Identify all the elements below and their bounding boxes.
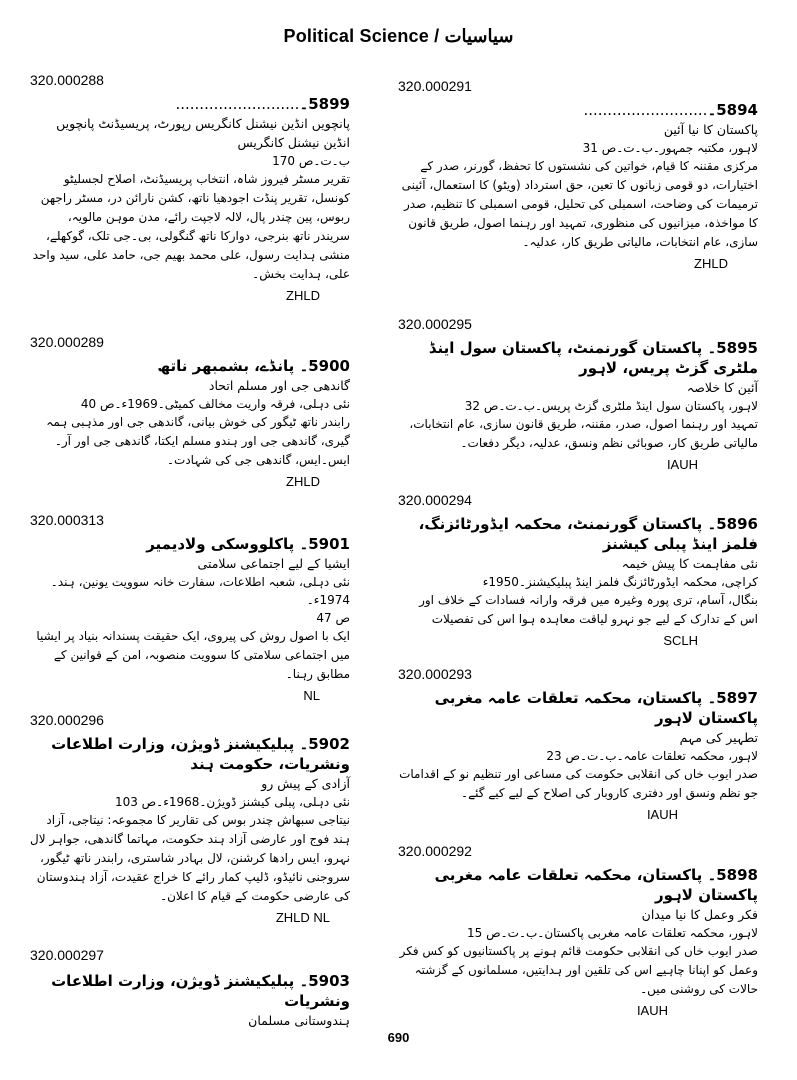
- entry-heading: 5896۔ پاکستان گورنمنٹ، محکمہ ایڈورٹائزنگ، فلمز اینڈ پبلی کیشنز: [418, 515, 758, 553]
- entry-5901: [30, 512, 350, 703]
- entry-title: فکر وعمل کا نیا میدان: [641, 907, 758, 922]
- entry-5898: [398, 843, 758, 1018]
- entry-abstract: ایک با اصول روش کی پیروی، ایک حقیقت پسندانہ بنیاد پر ایشیا میں اجتماعی سلامتی کا سوویت منصوبہ، امن کے قوانین کے مطابق رہنا۔: [36, 629, 350, 681]
- entry-5902: [30, 712, 350, 925]
- entry-5903: [30, 947, 350, 1030]
- accession-number: 320.000288: [30, 72, 104, 88]
- entry-imprint: لاہور، مکتبہ جمہور۔ب۔ت۔ص 31: [582, 141, 758, 155]
- entry-title: ہندوستانی مسلمان: [248, 1013, 350, 1028]
- entry-imprint: کراچی، محکمہ ایڈورٹائزنگ فلمز اینڈ پبلیکیشنز۔1950ء: [482, 575, 758, 589]
- library-code: NL: [303, 688, 320, 703]
- accession-number: 320.000292: [398, 843, 472, 859]
- entry-imprint: نئی دہلی، پبلی کیشنز ڈویژن۔1968ء۔ص 103: [114, 795, 350, 809]
- page-title: Political Science / سیاسیات: [283, 26, 514, 46]
- entry-5897: [398, 666, 758, 822]
- accession-number: 320.000294: [398, 492, 472, 508]
- entry-title: تطہیر کی مہم: [679, 730, 758, 745]
- entry-heading: 5897۔ پاکستان، محکمہ تعلقات عامہ مغربی پاکستان لاہور: [434, 689, 758, 727]
- entry-heading: 5898۔ پاکستان، محکمہ تعلقات عامہ مغربی پاکستان لاہور: [434, 866, 758, 904]
- entry-abstract: صدر ایوب خاں کی انقلابی حکومت قائم ہونے پر پاکستانیوں کو کس فکر وعمل کو اپنانا چاہیے اس کی تلقین اور ہدایتیں، مسلمانوں کے گزشتہ حالات کی روشنی میں۔: [399, 944, 758, 996]
- library-code: IAUH: [646, 807, 678, 822]
- accession-number: 320.000291: [398, 78, 472, 94]
- entry-heading: 5903۔ پبلیکیشنز ڈویژن، وزارت اطلاعات ونشریات: [51, 972, 350, 1010]
- entry-heading: 5894۔..........................: [583, 101, 758, 119]
- library-code: IAUH: [666, 457, 698, 472]
- entry-imprint: لاہور، محکمہ تعلقات عامہ۔ب۔ت۔ص 23: [546, 749, 758, 763]
- entry-title: ایشیا کے لیے اجتماعی سلامتی: [197, 556, 350, 571]
- entry-title: گاندھی جی اور مسلم اتحاد: [208, 378, 350, 393]
- accession-number: 320.000295: [398, 316, 472, 332]
- entry-title: آئین کا خلاصہ: [686, 380, 758, 395]
- library-code: SCLH: [663, 633, 698, 648]
- entry-abstract: نیتاجی سبھاش چندر بوس کی تقاریر کا مجموعہ: نیتاجی، آزاد ہند فوج اور عارضی آزاد ہند حکومت، مہاتما گاندھی، جواہر لال نہرو، ایس رادھا کرشنن، لال بہادر شاستری، رابندر ناتھ ٹیگور، سروجنی نائیڈو، ڈلیپ کمار رائے کا خراج عقیدت، آزاد ہندوستان کی عارضی حکومت کے قیام کا اعلان۔: [29, 813, 350, 903]
- library-code: ZHLD: [694, 256, 728, 271]
- entry-imprint: لاہور، محکمہ تعلقات عامہ مغربی پاکستان۔ب۔ت۔ص 15: [467, 926, 758, 940]
- entry-5896: [398, 492, 758, 648]
- entry-heading: 5900۔ پانڈے، بشمبھر ناتھ: [157, 357, 350, 375]
- entry-imprint: لاہور، پاکستان سول اینڈ ملٹری گزٹ پریس۔ب۔ت۔ص 32: [464, 399, 758, 413]
- entry-abstract: تمہید اور رہنما اصول، صدر، مقننہ، طریق قانون سازی، عام انتخابات، مالیاتی طریق کار، صوبائی نظم ونسق، عدلیہ، دیگر دفعات۔: [409, 417, 758, 450]
- page-number: 690: [387, 1030, 410, 1045]
- entry-imprint: ب۔ت۔ص 170: [272, 154, 350, 168]
- entry-heading: 5899۔..........................: [175, 95, 350, 113]
- accession-number: 320.000293: [398, 666, 472, 682]
- entry-title: نئی مفاہمت کا پیش خیمہ: [621, 556, 758, 571]
- library-code: IAUH: [636, 1003, 668, 1018]
- library-code: ZHLD: [286, 288, 320, 303]
- entry-abstract: صدر ایوب خاں کی انقلابی حکومت کی مساعی اور تنظیم نو کے اقدامات جو نظم ونسق اور دفتری کاروبار کی اصلاح کے لیے کیے گئے۔: [399, 767, 758, 800]
- entry-heading: 5902۔ پبلیکیشنز ڈویژن، وزارت اطلاعات ونشریات، حکومت ہند: [51, 735, 350, 773]
- entry-heading: 5901۔ پاکلووسکی ولادیمیر: [146, 535, 350, 553]
- entry-abstract: رابندر ناتھ ٹیگور کی خوش بیانی، گاندھی جی اور مذہبی ہمہ گیری، گاندھی جی اور ہندو مسلم ایکتا، گاندھی جی اور آر۔ایس۔ایس، گاندھی جی کی شہادت۔: [46, 415, 350, 467]
- entry-abstract: بنگال، آسام، تری پورہ وغیرہ میں فرقہ وارانہ فسادات کے خلاف اور اس کے تدارک کے لیے جو نہرو لیاقت معاہدہ ہوا اس کی تفصیلات: [419, 593, 758, 626]
- accession-number: 320.000297: [30, 947, 104, 963]
- accession-number: 320.000313: [30, 512, 104, 528]
- entry-heading: 5895۔ پاکستان گورنمنٹ، پاکستان سول اینڈ ملٹری گزٹ پریس، لاہور: [428, 339, 758, 377]
- entry-imprint: نئی دہلی، شعبہ اطلاعات، سفارت خانہ سوویت یونین، ہند۔1974ء۔: [50, 575, 350, 607]
- entry-5894: [398, 78, 758, 271]
- entry-imprint: نئی دہلی، فرقہ واریت مخالف کمیٹی۔1969ء۔ص 40: [80, 397, 350, 411]
- entry-5895: [398, 316, 758, 472]
- entry-abstract: تقریر مسٹر فیروز شاہ، انتخاب پریسیڈنٹ، اصلاح لجسلیٹو کونسل، تقریر پنڈت اجودھیا ناتھ، کشن نارائن در، مسٹر راجھن ربوس، پین چندر پال، لالہ لاجپت رائے، مدن موہن مالویہ، سریندر ناتھ بنرجی، دوارکا ناتھ گنگولی، بی۔جی تلک، گوکھلے، منشی ہدایت رسول، علی محمد بھیم جی، حامد علی، سید واحد علی، ہدایت بخش۔: [32, 172, 350, 281]
- library-code: ZHLD NL: [275, 910, 330, 925]
- accession-number: 320.000289: [30, 334, 104, 350]
- entry-title: پانچویں انڈین نیشنل کانگریس رپورٹ، پریسیڈنٹ پانچویں انڈین نیشنل کانگریس: [56, 116, 350, 150]
- entry-5900: [30, 334, 350, 489]
- entry-title: آزادی کے پیش رو: [261, 776, 350, 791]
- entry-5899: [30, 72, 350, 303]
- library-code: ZHLD: [286, 474, 320, 489]
- accession-number: 320.000296: [30, 712, 104, 728]
- entry-title: پاکستان کا نیا آئین: [663, 122, 758, 137]
- entry-abstract: مرکزی مقننہ کا قیام، خواتین کی نشستوں کا تحفظ، گورنر، صدر کے اختیارات، دو قومی زبانوں کا تعین، حق استرداد (ویٹو) کا استعمال، آئینی ترمیمات کی وضاحت، اسمبلی کی تحلیل، قومی اسمبلی کا تنظیم، صدر کا مواخذہ، میزانیوں کی منظوری، تمہید اور رہنما اصول، طریق قانون سازی، عام انتخابات، مالیاتی طریق کار، عدلیہ۔: [401, 159, 758, 249]
- entry-pages: ص 47: [316, 611, 350, 625]
